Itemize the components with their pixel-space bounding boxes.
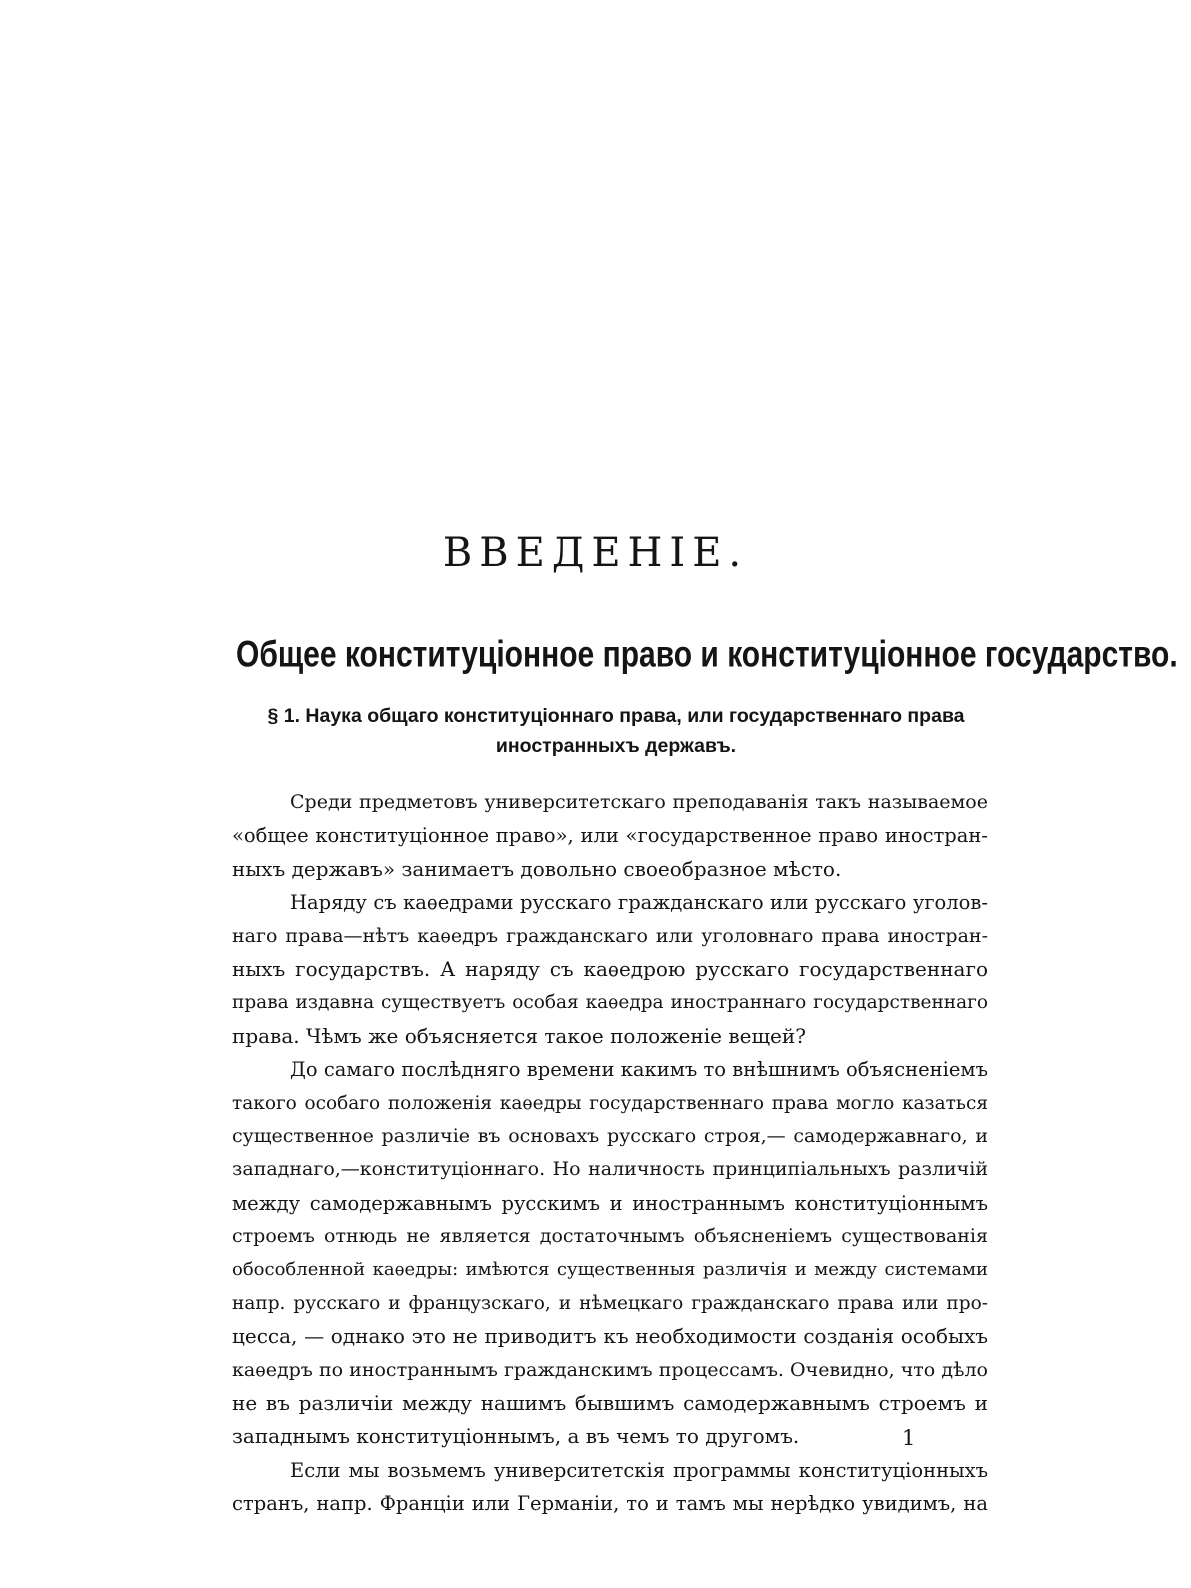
section-heading-line: § 1. Наука общаго конституціоннаго права, или государственнаго права	[267, 705, 965, 727]
chapter-heading: Общее конституціонное право и конституціонное государство.	[236, 634, 1178, 676]
text-line: между самодержавнымъ русскимъ и иностраннымъ конституціоннымъ	[232, 1191, 988, 1215]
text-line: напр. русскаго и французскаго, и нѣмецкаго гражданскаго права или про-	[232, 1292, 988, 1314]
section-heading-line: иностранныхъ державъ.	[495, 735, 737, 757]
body-text	[232, 786, 988, 1521]
text-line: Наряду съ каѳедрами русскаго гражданскаго или русскаго уголов-	[290, 891, 988, 915]
text-line: такого особаго положенія каѳедры государственнаго права могло казаться	[232, 1092, 988, 1114]
text-line: западнаго,—конституціоннаго. Но наличность принципіальныхъ различій	[232, 1158, 988, 1181]
text-line: каѳедръ по иностраннымъ гражданскимъ процессамъ. Очевидно, что дѣло	[232, 1358, 988, 1381]
text-line: западнымъ конституціоннымъ, а въ чемъ то другомъ.	[232, 1424, 800, 1449]
section-heading	[236, 701, 996, 761]
text-line: права. Чѣмъ же объясняется такое положеніе вещей?	[232, 1023, 806, 1048]
text-line: права издавна существуетъ особая каѳедра иностраннаго государственнаго	[232, 992, 988, 1014]
text-line: «общее конституціонное право», или «государственное право иностран-	[232, 824, 988, 848]
text-line: ныхъ державъ» занимаетъ довольно своеобразное мѣсто.	[232, 856, 842, 881]
text-line: обособленной каѳедры: имѣются существенныя различія и между системами	[232, 1259, 988, 1281]
text-line: ныхъ государствъ. А наряду съ каѳедрою русскаго государственнаго	[232, 956, 988, 981]
text-line: не въ различіи между нашимъ бывшимъ самодержавнымъ строемъ и	[232, 1391, 988, 1416]
text-line: странъ, напр. Франціи или Германіи, то и тамъ мы нерѣдко увидимъ, на	[232, 1492, 988, 1516]
text-line: Среди предметовъ университетскаго преподаванія такъ называемое	[290, 791, 988, 813]
text-line: существенное различіе въ основахъ русскаго строя,— самодержавнаго, и	[232, 1124, 988, 1147]
text-line: цесса, — однако это не приводитъ къ необходимости созданія особыхъ	[232, 1324, 988, 1349]
text-line: строемъ отнюдь не является достаточнымъ объясненіемъ существованія	[232, 1225, 988, 1248]
page-number: 1	[902, 1426, 916, 1450]
text-line: Если мы возьмемъ университетскія программы конституціонныхъ	[290, 1458, 988, 1482]
page-title: ВВЕДЕНІЕ.	[442, 530, 749, 576]
text-line: До самаго послѣдняго времени какимъ то внѣшнимъ объясненіемъ	[290, 1058, 988, 1082]
text-line: наго права—нѣтъ каѳедръ гражданскаго или уголовнаго права иностран-	[232, 924, 988, 947]
